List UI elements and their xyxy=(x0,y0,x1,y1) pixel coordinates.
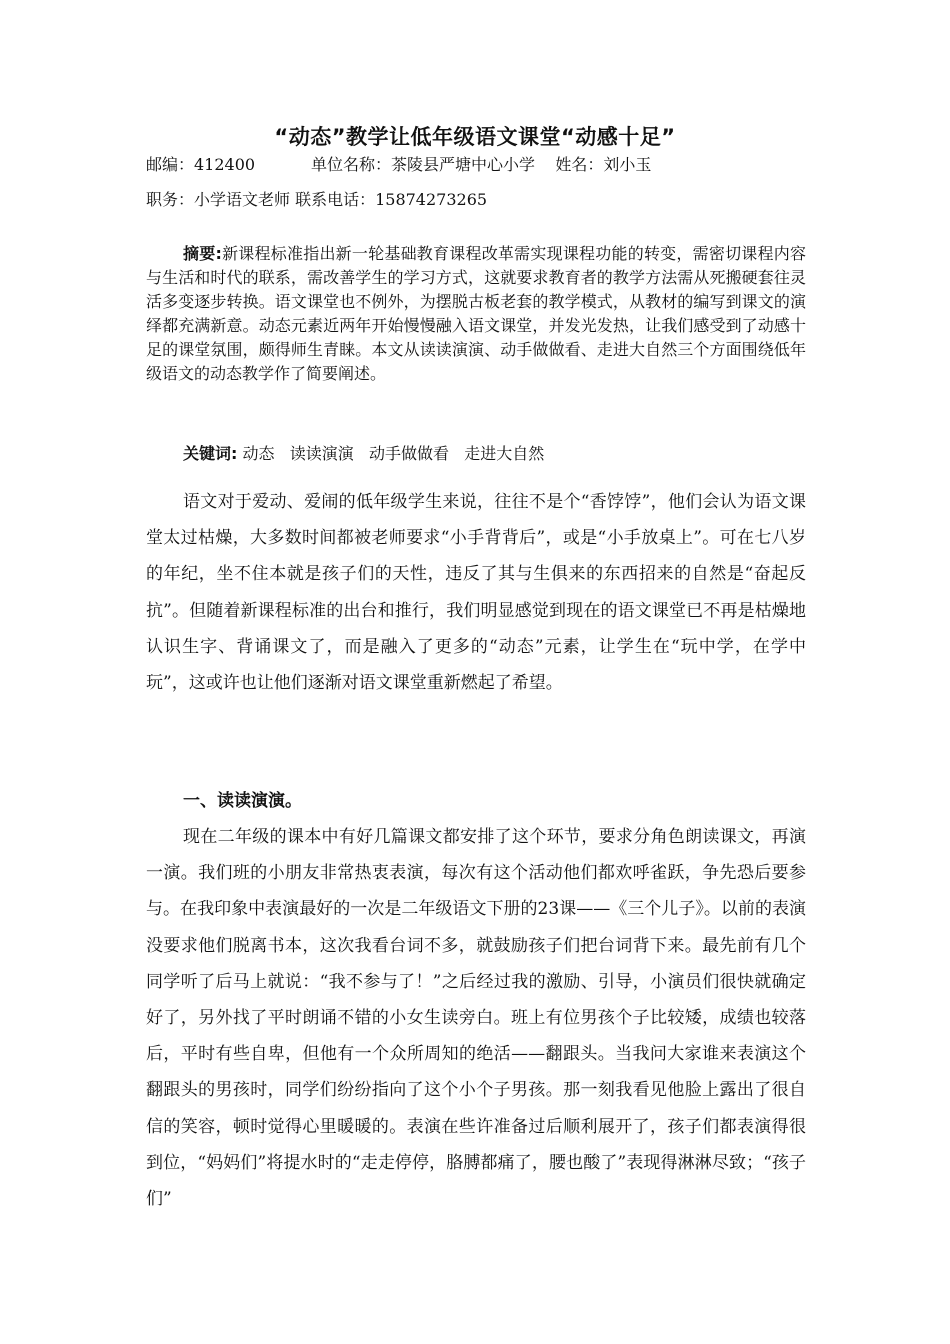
section-heading: 一、读读演演。 xyxy=(183,791,302,811)
document-title: “动态”教学让低年级语文课堂“动感十足” xyxy=(274,125,676,149)
intro-paragraph: 语文对于爱动、爱闹的低年级学生来说，往往不是个“香饽饽”，他们会认为语文课堂太过枯燥，大多数时间都被老师要求“小手背背后”，或是“小手放桌上”。可在七八岁的年纪，坐不住本就是孩子们的天性，违反了其与生俱来的东西招来的自然是“奋起反抗”。但随着新课程标准的出台和推行，我们明显感觉到现在的语文课堂已不再是枯燥地认识生字、背诵课文了，而是融入了更多的“动态”元素，让学生在“玩中学，在学中玩”，这或许也让他们逐渐对语文课堂重新燃起了希望。 xyxy=(146,492,806,694)
keywords-text: 动态 读读演演 动手做做看 走进大自然 xyxy=(237,444,545,463)
keywords-line xyxy=(183,441,544,464)
author-info-line: 邮编：412400 单位名称：茶陵县严塘中心小学 姓名：刘小玉 xyxy=(146,155,652,174)
abstract-paragraph xyxy=(146,242,806,386)
section-paragraph: 现在二年级的课本中有好几篇课文都安排了这个环节，要求分角色朗读课文，再演一演。我们班的小朋友非常热衷表演，每次有这个活动他们都欢呼雀跃，争先恐后要参与。在我印象中表演最好的一次是二年级语文下册的23课——《三个儿子》。以前的表演没要求他们脱离书本，这次我看台词不多，就鼓励孩子们把台词背下来。最先前有几个同学听了后马上就说：“我不参与了！”之后经过我的激励、引导，小演员们很快就确定好了，另外找了平时朗诵不错的小女生读旁白。班上有位男孩个子比较矮，成绩也较落后，平时有些自卑，但他有一个众所周知的绝活——翻跟头。当我问大家谁来表演这个翻跟头的男孩时，同学们纷纷指向了这个小个子男孩。那一刻我看见他脸上露出了很自信的笑容，顿时觉得心里暖暖的。表演在些许准备过后顺利展开了，孩子们都表演得很到位，“妈妈们”将提水时的“走走停停，胳膊都痛了，腰也酸了”表现得淋淋尽致；“孩子们” xyxy=(146,827,806,1210)
abstract-text: 新课程标准指出新一轮基础教育课程改革需实现课程功能的转变，需密切课程内容与生活和时代的联系，需改善学生的学习方式，这就要求教育者的教学方法需从死搬硬套往灵活多变逐步转换。语文课堂也不例外，为摆脱古板老套的教学模式，从教材的编写到课文的演绎都充满新意。动态元素近两年开始慢慢融入语文课堂，并发光发热，让我们感受到了动感十足的课堂氛围，颇得师生青睐。本文从读读演演、动手做做看、走进大自然三个方面围绕低年级语文的动态教学作了简要阐述。 xyxy=(146,244,806,383)
contact-info-line: 职务：小学语文老师 联系电话：15874273265 xyxy=(146,190,488,209)
keywords-label: 关键词: xyxy=(183,444,238,463)
abstract-label: 摘要: xyxy=(183,244,222,263)
